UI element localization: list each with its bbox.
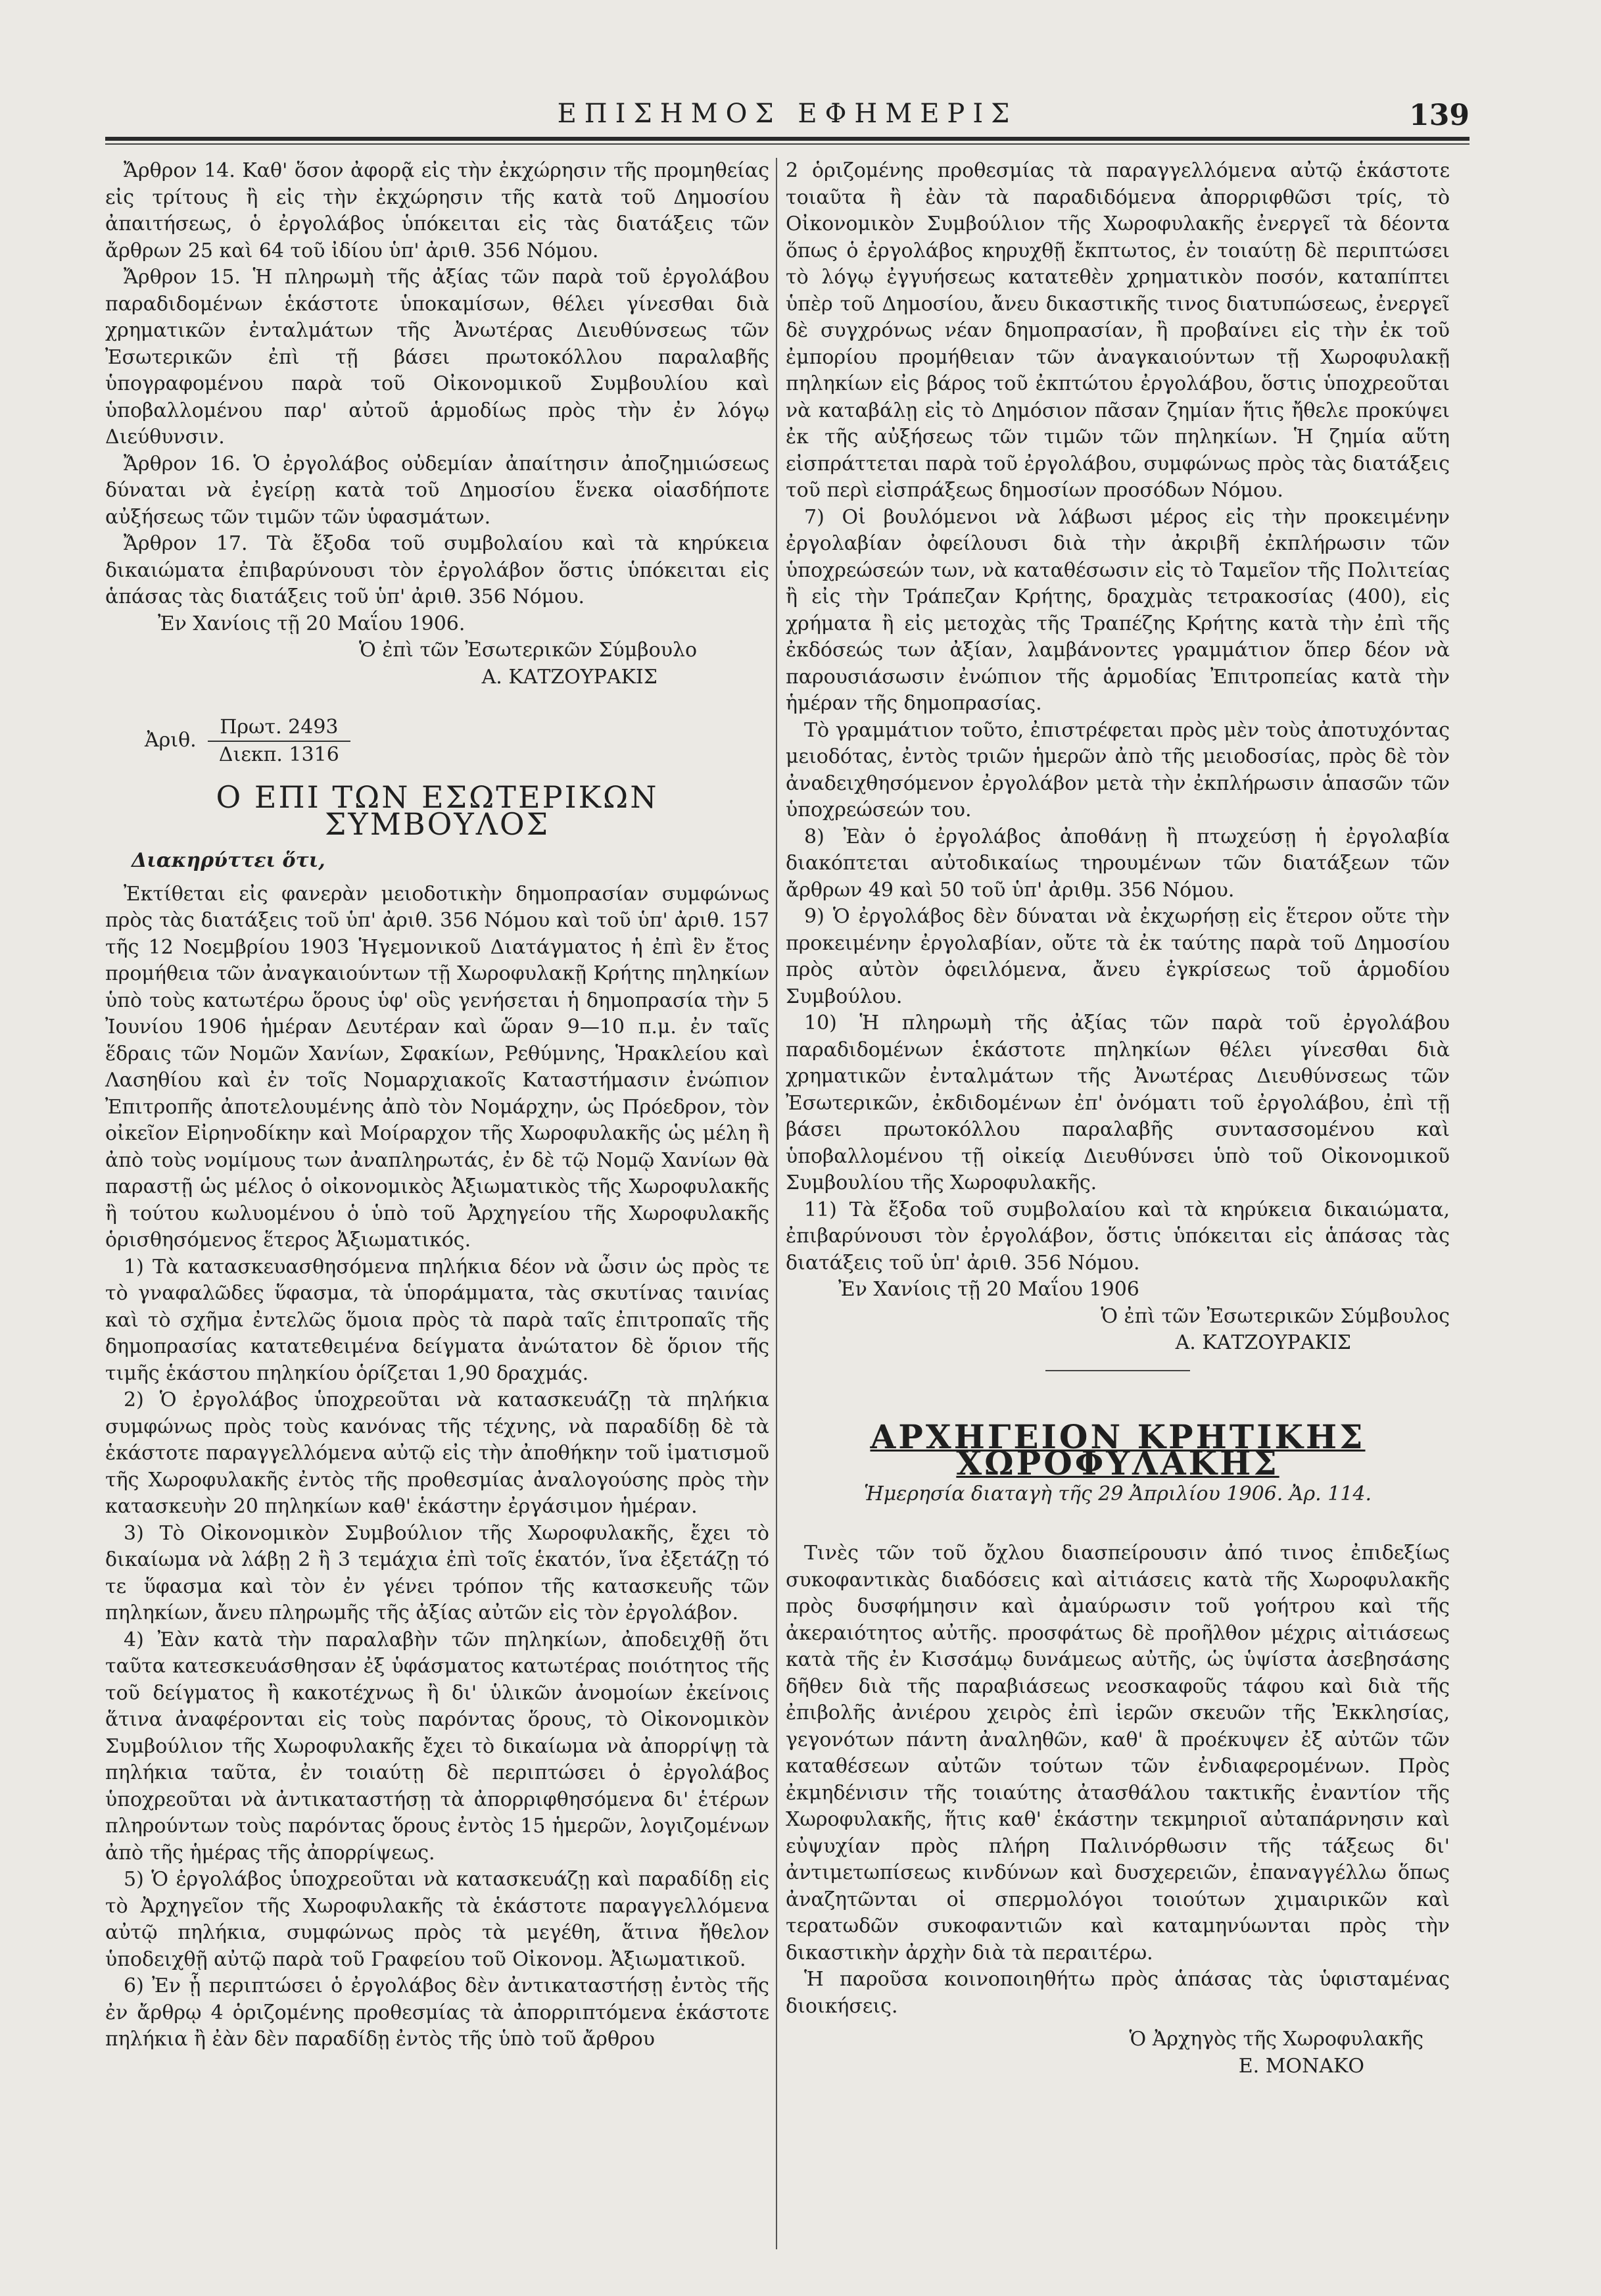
section-divider — [1045, 1370, 1190, 1371]
term-8: 8) Ἐὰν ὁ ἐργολάβος ἀποθάνῃ ἢ πτωχεύσῃ ἡ ἐργολαβία διακόπτεται αὐτοδικαίως τηρουμένων τῶν διατάξεων τῶν ἄρθρων 49 καὶ 50 τοῦ ὑπ' ἀριθμ. 356 Νόμου. — [786, 825, 1450, 902]
term-1: 1) Τὰ κατασκευασθησόμενα πηλήκια δέον νὰ ὦσιν ὡς πρὸς τε τὸ γναφαλῶδες ὕφασμα, τὰ ὑποράμματα, τὰς σκυτίνας ταινίας καὶ τὸ σχῆμα ἐντελῶς ὅμοια πρὸς τὰ παρὰ ταῖς ἐπιτροπαῖς τῆς δημοπρασίας κατατεθειμένα δείγματα ἀνώτατον δὲ ὅριον τῆς τιμῆς ἑκάστου πηληκίου ὁρίζεται 1,90 δραχμάς. — [105, 1255, 769, 1385]
term-7-receipt: Τὸ γραμμάτιον τοῦτο, ἐπιστρέφεται πρὸς μὲν τοὺς ἀποτυχόντας μειοδότας, ἐντὸς τριῶν ἡμερῶν ἀπὸ τῆς μειοδοσίας, πρὸς δὲ τὸν ἀναδειχθησόμενον ἐργολάβον μετὰ τὴν ἐκπλήρωσιν ἁπασῶν τῶν ὑποχρεώσεών του. — [786, 718, 1450, 821]
term-11: 11) Τὰ ἔξοδα τοῦ συμβολαίου καὶ τὰ κηρύκεια δικαιώματα, ἐπιβαρύνουσι τὸν ἐργολάβον, ὅστις ὑπόκειται εἰς ἁπάσας τὰς διατάξεις τοῦ ὑπ' ἀριθ. 356 Νόμου. — [786, 1198, 1450, 1275]
header-rule-thick — [105, 137, 1470, 141]
term-5: 5) Ὁ ἐργολάβος ὑποχρεοῦται νὰ κατασκευάζῃ καὶ παραδίδῃ εἰς τὸ Ἀρχηγεῖον τῆς Χωροφυλακῆς τὰ ἑκάστοτε παραγγελλόμενα αὐτῷ πηλήκια, συμφώνως πρὸς τὰ μεγέθη, ἅτινα ἤθελον ὑποδειχθῇ αὐτῷ παρὰ τοῦ Γραφείου τοῦ Οἰκονομ. Ἀξιωματικοῦ. — [105, 1868, 769, 1971]
header-rule-thin — [105, 143, 1470, 145]
term-6: 6) Ἐν ᾗ περιπτώσει ὁ ἐργολάβος δὲν ἀντικαταστήσῃ ἐντὸς τῆς ἐν ἄρθρῳ 4 ὁριζομένης προθεσμίας τὰ ἀπορριπτόμενα ἑκάστοτε πηλήκια ἢ ἐὰν δὲν παραδίδῃ ἐντὸς τῆς ὑπὸ τοῦ ἄρθρου — [105, 1974, 769, 2051]
term-9: 9) Ὁ ἐργολάβος δὲν δύναται νὰ ἐκχωρήσῃ εἰς ἕτερον οὔτε τὴν προκειμένην ἐργολαβίαν, οὔτε τὰ ἐκ ταύτης παρὰ τοῦ Δημοσίου πρὸς αὐτὸν ὀφειλόμενα, ἄνευ ἐγκρίσεως τοῦ ἁρμοδίου Συμβούλου. — [786, 905, 1450, 1008]
signature-name-2: Α. ΚΑΤΖΟΥΡΑΚΙΣ — [1175, 1331, 1351, 1354]
notice-intro: Ἐκτίθεται εἰς φανερὰν μειοδοτικὴν δημοπρασίαν συμφώνως πρὸς τὰς διατάξεις τοῦ ὑπ' ἀριθ. 356 Νόμου καὶ τοῦ ὑπ' ἀριθ. 157 τῆς 12 Νοεμβρίου 1903 Ἡγεμονικοῦ Διατάγματος ἡ ἐπὶ ἓν ἔτος προμήθεια τῶν ἀναγκαιούντων τῇ Χωροφυλακῇ Κρήτης πηληκίων ὑπὸ τοὺς κατωτέρω ὅρους ὑφ' οὓς γενήσεται ἡ δημοπρασία τὴν 5 Ἰουνίου 1906 ἡμέραν Δευτέραν καὶ ὥραν 9—10 π.μ. ἐν ταῖς ἕδραις τῶν Νομῶν Χανίων, Σφακίων, Ρεθύμνης, Ἡρακλείου καὶ Λασηθίου καὶ ἐν τοῖς Νομαρχιακοῖς Καταστήμασιν ἐνώπιον Ἐπιτροπῆς ἀποτελουμένης ἀπὸ τὸν Νομάρχην, ὡς Πρόεδρον, τὸν οἰκεῖον Εἰρηνοδίκην καὶ Μοίραρχον τῆς Χωροφυλακῆς ὡς μέλη ἢ ἀπὸ τοὺς νομίμους των ἀναπληρωτάς, ἐν δὲ τῷ Νομῷ Χανίων θὰ παραστῇ ὡς μέλος ὁ οἰκονομικὸς Ἀξιωματικὸς τῆς Χωροφυλακῆς ἢ τούτου κωλυομένου ὁ ὑπὸ τοῦ Ἀρχηγείου τῆς Χωροφυλακῆς ὁρισθησόμενος ἕτερος Ἀξιωματικός. — [105, 882, 769, 1252]
right-column — [786, 158, 1450, 2080]
daily-order-body: Τινὲς τῶν τοῦ ὄχλου διασπείρουσιν ἀπό τινος ἐπιδεξίως συκοφαντικὰς διαδόσεις καὶ αἰτιάσεις κατὰ τῆς Χωροφυλακῆς πρὸς δυσφήμησιν καὶ ἀμαύρωσιν τοῦ γοήτρου καὶ τῆς ἀκεραιότητος αὐτῆς. προσφάτως δὲ προῆλθον μέχρις αἰτιάσεως κατὰ τῆς ἐν Κισσάμῳ δυνάμεως αὐτῆς, ὡς ὑψίστα ἀσεβησάσης δῆθεν διὰ τῆς παραβιάσεως νεοσκαφοῦς τάφου καὶ διὰ τῆς ἐπιβολῆς ἀνιέρου χειρὸς ἐπὶ ἱερῶν σκευῶν τῆς Ἐκκλησίας, γεγονότων πάντη ἀναληθῶν, καθ' ἃ προέκυψεν ἐξ αὐτῶν τῶν καταθέσεων αὐτῶν τούτων τῶν ἐνδιαφερομένων. Πρὸς ἐκμηδένισιν τῆς τοιαύτης ἀτασθάλου τακτικῆς ἐναντίον τῆς Χωροφυλακῆς, ἥτις καθ' ἑκάστην τεκμηριοῖ αὐταπάρνησιν καὶ εὐψυχίαν πρὸς πλήρη Παλινόρθωσιν τῆς τάξεως δι' ἀντιμετωπίσεως κινδύνων καὶ δυσχερειῶν, ἐπαναγγέλλω ὅπως ἀναζητῶνται οἱ σπερμολόγοι τοιούτων χιμαιρικῶν καὶ τερατωδῶν συκοφαντιῶν καὶ καταμηνύωνται πρὸς τὴν δικαστικὴν ἀρχὴν διὰ τὰ περαιτέρω. — [786, 1542, 1450, 1965]
term-6-continued: 2 ὁριζομένης προθεσμίας τὰ παραγγελλόμενα αὐτῷ ἑκάστοτε τοιαῦτα ἢ ἐὰν τὰ παραδιδόμενα ἀπορριφθῶσι τρίς, τὸ Οἰκονομικὸν Συμβούλιον τῆς Χωροφυλακῆς ἐνεργεῖ τὰ δέοντα ὅπως ὁ ἐργολάβος κηρυχθῇ ἔκπτωτος, ἐν τοιαύτῃ δὲ περιπτώσει τὸ λόγῳ ἐγγυήσεως κατατεθὲν χρηματικὸν ποσόν, καταπίπτει ὑπὲρ τοῦ Δημοσίου, ἄνευ δικαστικῆς τινος διατυπώσεως, ἐνεργεῖ δὲ συγχρόνως νέαν δημοπρασίαν, ἢ προβαίνει εἰς τὴν ἐκ τοῦ ἐμπορίου προμήθειαν τῶν ἀναγκαιούντων τῇ Χωροφυλακῇ πηληκίων εἰς βάρος τοῦ ἐκπτώτου ἐργολάβου, ὅστις ὑποχρεοῦται νὰ καταβάλῃ εἰς τὸ Δημόσιον πᾶσαν ζημίαν ἥτις ἤθελε προκύψει ἐκ τῆς αὐξήσεως τῶν τιμῶν τῶν πηληκίων. Ἡ ζημία αὕτη εἰσπράττεται παρὰ τοῦ ἐργολάβου, συμφώνως πρὸς τὰς διατάξεις τοῦ περὶ εἰσπράξεως δημοσίων προσόδων Νόμου. — [786, 159, 1450, 502]
protocol-prot: Πρωτ. 2493 — [208, 714, 350, 742]
term-3: 3) Τὸ Οἰκονομικὸν Συμβούλιον τῆς Χωροφυλακῆς, ἔχει τὸ δικαίωμα νὰ λάβῃ 2 ἢ 3 τεμάχια ἐπὶ τοῖς ἑκατόν, ἵνα ἐξετάζῃ τό τε ὕφασμα καὶ τὸν ἐν γένει τρόπον τῆς κατασκευῆς τῶν πηληκίων, ἄνευ πληρωμῆς τῆς ἀξίας αὐτῶν εἰς τὸν ἐργολάβον. — [105, 1521, 769, 1624]
term-10: 10) Ἡ πληρωμὴ τῆς ἀξίας τῶν παρὰ τοῦ ἐργολάβου παραδιδομένων ἑκάστοτε πηληκίων θέλει γίνεσθαι διὰ χρηματικῶν ἐνταλμάτων τῆς Ἀνωτέρας Διευθύνσεως τῶν Ἐσωτερικῶν, ἐκδιδομένων ἐπ' ὀνόματι τοῦ ἐργολάβου, ἐπὶ τῇ βάσει πρωτοκόλλου παραλαβῆς συντασσομένου καὶ ὑποβαλλομένου τῇ οἰκείᾳ Διευθύνσει ὑπὸ τοῦ Οἰκονομικοῦ Συμβουλίου τῆς Χωροφυλακῆς. — [786, 1012, 1450, 1194]
signature-name-3: Ε. ΜΟΝΑΚΟ — [1238, 2054, 1364, 2078]
place-date: Ἐν Χανίοις τῇ 20 Μαΐου 1906. — [158, 612, 466, 635]
column-divider — [776, 158, 777, 2249]
protocol-label: Ἀριθ. — [145, 729, 197, 752]
signature-title: Ὁ ἐπὶ τῶν Ἐσωτερικῶν Σύμβουλο — [359, 639, 697, 662]
newspaper-title: ΕΠΙΣΗΜΟΣ ΕΦΗΜΕΡΙΣ — [557, 99, 1018, 129]
signature-name: Α. ΚΑΤΖΟΥΡΑΚΙΣ — [481, 665, 657, 689]
term-2: 2) Ὁ ἐργολάβος ὑποχρεοῦται νὰ κατασκευάζῃ τὰ πηλήκια συμφώνως πρὸς τοὺς κανόνας τῆς τέχνης, νὰ παραδίδῃ δὲ τὰ ἑκάστοτε παραγγελλόμενα αὐτῷ εἰς τὴν ἀποθήκην τοῦ ἱματισμοῦ τῆς Χωροφυλακῆς ἐντὸς τῆς προθεσμίας ἀναλογούσης πρὸς τὴν κατασκευὴν 20 πηληκίων καθ' ἑκάστην ἐργάσιμον ἡμέραν. — [105, 1388, 769, 1518]
page-number: 139 — [1409, 99, 1470, 132]
protocol-diekp: Διεκπ. 1316 — [218, 743, 339, 766]
term-4: 4) Ἐὰν κατὰ τὴν παραλαβὴν τῶν πηληκίων, ἀποδειχθῇ ὅτι ταῦτα κατεσκευάσθησαν ἐξ ὑφάσματος κατωτέρας ποιότητος τῆς τοῦ δείγματος ἢ κακοτέχνως ἢ δι' ὑλικῶν ἀνομοίων ἐκείνοις ἅτινα ἀναφέρονται εἰς τοὺς παρόντας ὅρους, τὸ Οἰκονομικὸν Συμβούλιον τῆς Χωροφυλακῆς ἔχει τὸ δικαίωμα νὰ ἀπορρίψῃ τὰ πηλήκια ταῦτα, ἐν τοιαύτῃ δὲ περιπτώσει ὁ ἐργολάβος ὑποχρεοῦται νὰ ἀντικαταστήσῃ τὰ ἀπορριφθησόμενα δι' ἑτέρων πληρούντων τοὺς παρόντας ὅρους ἐντὸς 15 ἡμερῶν, λογιζομένων ἀπὸ τῆς ἡμέρας τῆς ἀπορρίψεως. — [105, 1628, 769, 1865]
left-column — [105, 158, 769, 2053]
place-date-2: Ἐν Χανίοις τῇ 20 Μαΐου 1906 — [838, 1278, 1139, 1301]
daily-order-notice: Ἡ παροῦσα κοινοποιηθήτω πρὸς ἁπάσας τὰς ὑφισταμένας διοικήσεις. — [786, 1968, 1450, 2018]
term-7: 7) Οἱ βουλόμενοι νὰ λάβωσι μέρος εἰς τὴν προκειμένην ἐργολαβίαν ὀφείλουσι διὰ τὴν ἀκριβῆ ἐκπλήρωσιν τῶν ὑποχρεώσεών των, νὰ καταθέσωσιν εἰς τὸ Ταμεῖον τῆς Πολιτείας ἢ εἰς τὴν Τράπεζαν Κρήτης, δραχμὰς τετρακοσίας (400), εἰς χρήματα ἢ εἰς μετοχὰς τῆς Τραπέζης Κρήτης κατὰ τὴν ἐπὶ τῆς ἐκδόσεώς των ἀξίαν, λαμβάνοντες γραμμάτιον ὅπερ δέον νὰ παρουσιάσωσιν ἐνώπιον τῆς ἁρμοδίας Ἐπιτροπείας κατὰ τὴν ἡμέραν τῆς δημοπρασίας. — [786, 505, 1450, 715]
article-17: Ἄρθρον 17. Τὰ ἔξοδα τοῦ συμβολαίου καὶ τὰ κηρύκεια δικαιώματα ἐπιβαρύνουσι τὸν ἐργολάβον ὅστις ὑπόκειται εἰς ἁπάσας τὰς διατάξεις τοῦ ὑπ' ἀριθ. 356 Νόμου. — [105, 532, 769, 608]
signature-title-3: Ὁ Ἀρχηγὸς τῆς Χωροφυλακῆς — [1129, 2028, 1423, 2051]
article-15: Ἄρθρον 15. Ἡ πληρωμὴ τῆς ἀξίας τῶν παρὰ τοῦ ἐργολάβου παραδιδομένων ἑκάστοτε ὑποκαμίσων, θέλει γίνεσθαι διὰ χρηματικῶν ἐνταλμάτων τῆς Ἀνωτέρας Διευθύνσεως τῶν Ἐσωτερικῶν ἐπὶ τῇ βάσει πρωτοκόλλου παραλαβῆς ὑπογραφομένου παρὰ τοῦ Οἰκονομικοῦ Συμβουλίου καὶ ὑποβαλλομένου παρ' αὐτοῦ ἁρμοδίως πρὸς τὴν ἐν λόγῳ Διεύθυνσιν. — [105, 266, 769, 449]
protocol-fraction — [208, 714, 350, 768]
daily-order-line: Ἡμερησία διαταγὴ τῆς 29 Ἀπριλίου 1906. Ἀρ. 114. — [864, 1482, 1372, 1505]
article-14: Ἄρθρον 14. Καθ' ὅσον ἀφορᾷ εἰς τὴν ἐκχώρησιν τῆς προμηθείας εἰς τρίτους ἢ εἰς τὴν ἐκχώρησιν τῆς κατὰ τοῦ Δημοσίου ἀπαιτήσεως, ὁ ἐργολάβος ὑπόκειται εἰς τὰς διατάξεις τῶν ἄρθρων 25 καὶ 64 τοῦ ἰδίου ὑπ' ἀριθ. 356 Νόμου. — [105, 159, 769, 262]
notice-subheading: Διακηρύττει ὅτι, — [131, 849, 325, 872]
signature-title-2: Ὁ ἐπὶ τῶν Ἐσωτερικῶν Σύμβουλος — [1101, 1304, 1450, 1328]
gendarmerie-heading: ΑΡΧΗΓΕΙΟΝ ΚΡΗΤΙΚΗΣ ΧΩΡΟΦΥΛΑΚΗΣ — [870, 1417, 1366, 1482]
notice-heading: Ο ΕΠΙ ΤΩΝ ΕΣΩΤΕΡΙΚΩΝ ΣΥΜΒΟΥΛΟΣ — [216, 779, 659, 842]
protocol-number — [145, 714, 769, 768]
article-16: Ἄρθρον 16. Ὁ ἐργολάβος οὐδεμίαν ἀπαίτησιν ἀποζημιώσεως δύναται νὰ ἐγείρῃ κατὰ τοῦ Δημοσίου ἕνεκα οἱασδήποτε αὐξήσεως τῶν τιμῶν τῶν ὑφασμάτων. — [105, 452, 769, 529]
